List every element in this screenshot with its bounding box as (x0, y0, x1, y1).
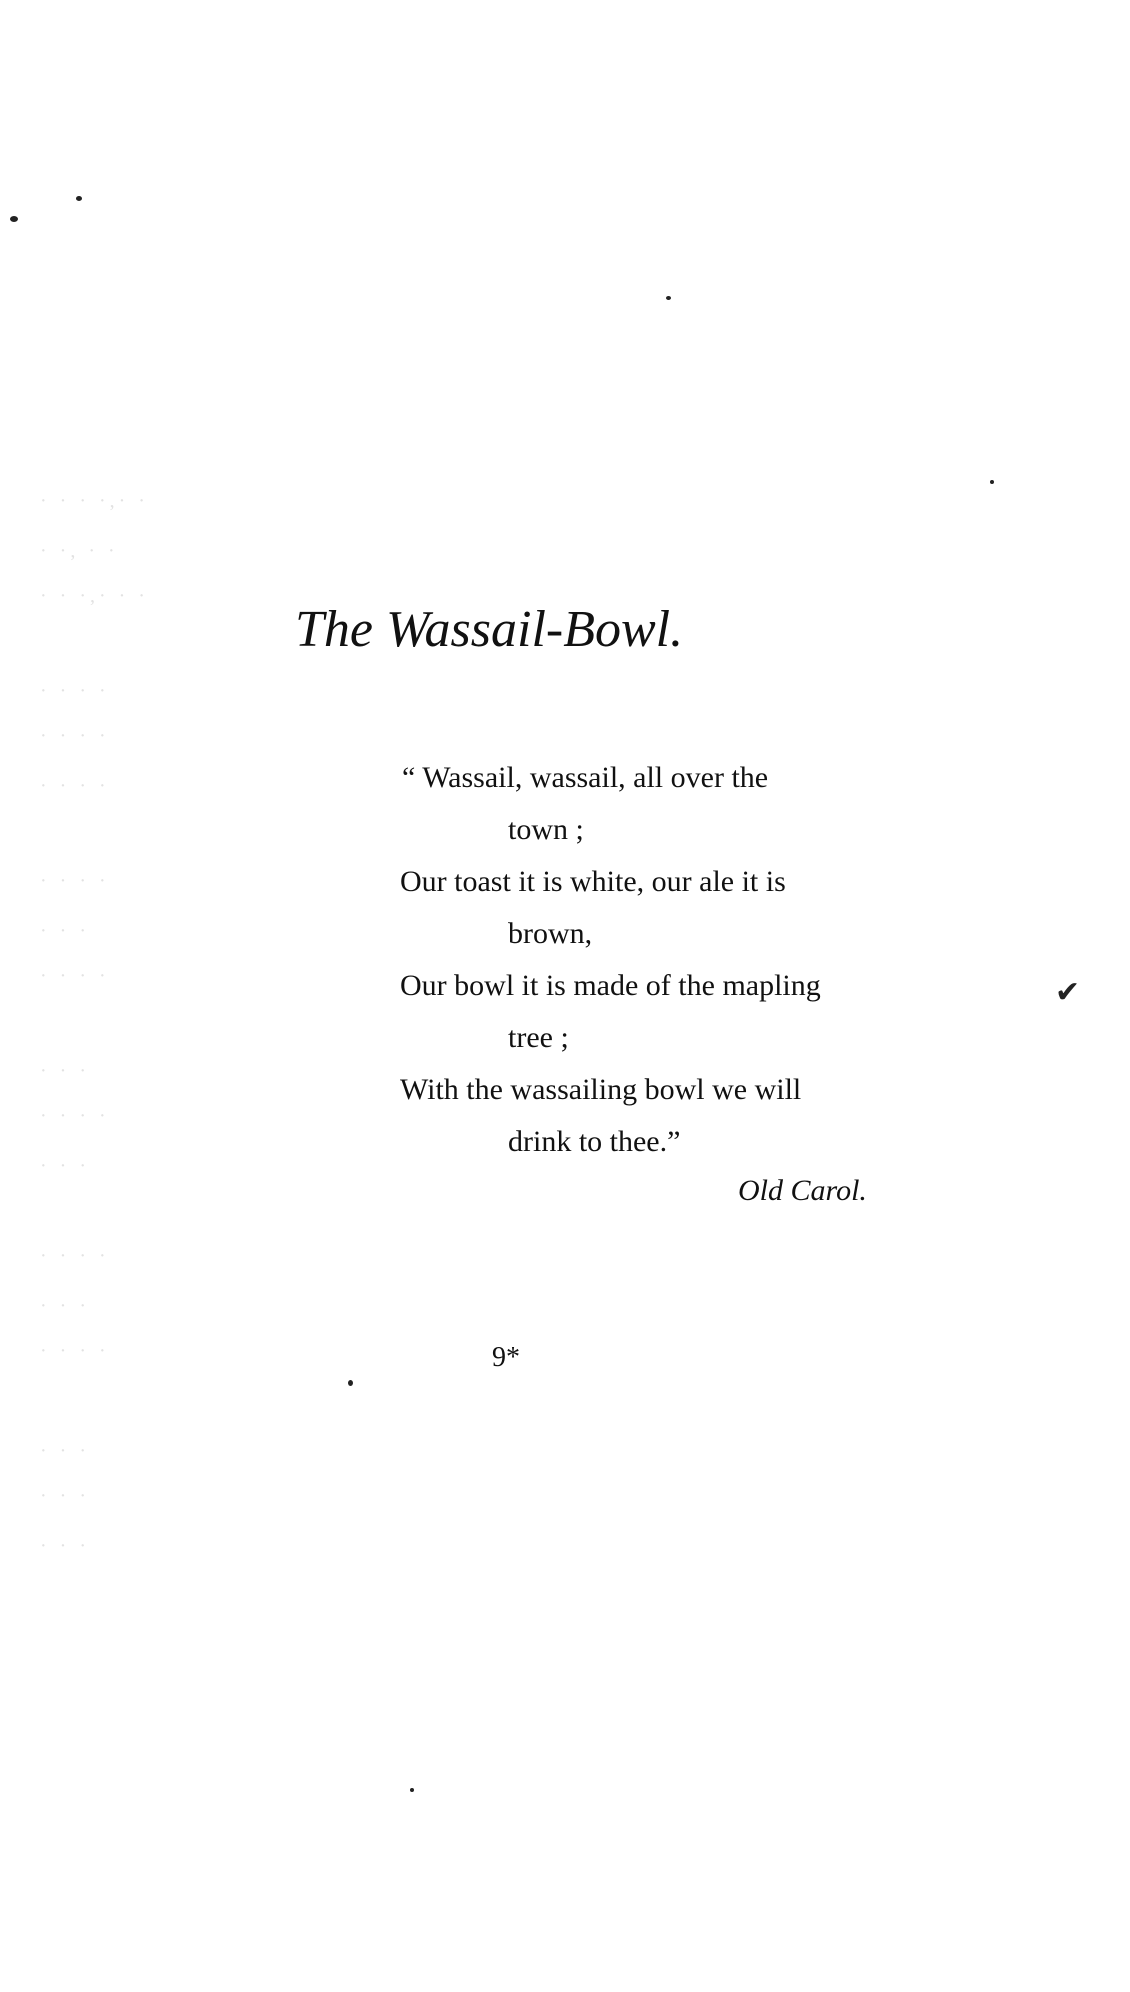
ink-speck (410, 1788, 414, 1792)
poem-line-continuation: tree ; (508, 1021, 569, 1054)
bleed-through-texture: · · · (40, 1060, 90, 1082)
poem-line-continuation: town ; (508, 813, 584, 846)
poem-title: The Wassail-Bowl. (295, 601, 684, 658)
bleed-through-texture: · · · · (40, 1245, 110, 1267)
bleed-through-texture: · · ·,· · · (40, 585, 149, 607)
bleed-through-texture: · · · · (40, 1105, 110, 1127)
poem-line-continuation: drink to thee.” (508, 1125, 681, 1158)
poem-line: Our toast it is white, our ale it is (400, 865, 786, 898)
poem-line: Our bowl it is made of the mapling (400, 969, 821, 1002)
bleed-through-texture: · · · (40, 1485, 90, 1507)
poem-line: “ Wassail, wassail, all over the (402, 761, 769, 794)
ink-speck (666, 296, 671, 300)
bleed-through-texture: · ·, · · (40, 540, 119, 562)
bleed-through-texture: · · · (40, 920, 90, 942)
ink-speck (990, 480, 994, 484)
ink-speck (10, 216, 18, 222)
bleed-through-texture: · · · (40, 1295, 90, 1317)
poem-stanza (400, 752, 940, 1168)
bleed-through-texture: · · · (40, 1155, 90, 1177)
poem-line: With the wassailing bowl we will (400, 1073, 802, 1106)
bleed-through-texture: · · · (40, 1440, 90, 1462)
ink-speck (76, 196, 82, 201)
bleed-through-texture: · · · (40, 1535, 90, 1557)
bleed-through-texture: · · · · (40, 965, 110, 987)
bleed-through-texture: · · · · (40, 870, 110, 892)
poem-line-continuation: brown, (508, 917, 593, 950)
bleed-through-texture: · · · · (40, 775, 110, 797)
bleed-through-texture: · · · · (40, 680, 110, 702)
bleed-through-texture: · · · · (40, 725, 110, 747)
signature-mark: 9* (492, 1342, 520, 1373)
ink-speck (348, 1380, 353, 1386)
bleed-through-texture: · · · ·,· · (40, 490, 149, 512)
bleed-through-texture: · · · · (40, 1340, 110, 1362)
check-icon: ✔ (1055, 976, 1081, 1009)
poem-attribution: Old Carol. (738, 1174, 867, 1207)
